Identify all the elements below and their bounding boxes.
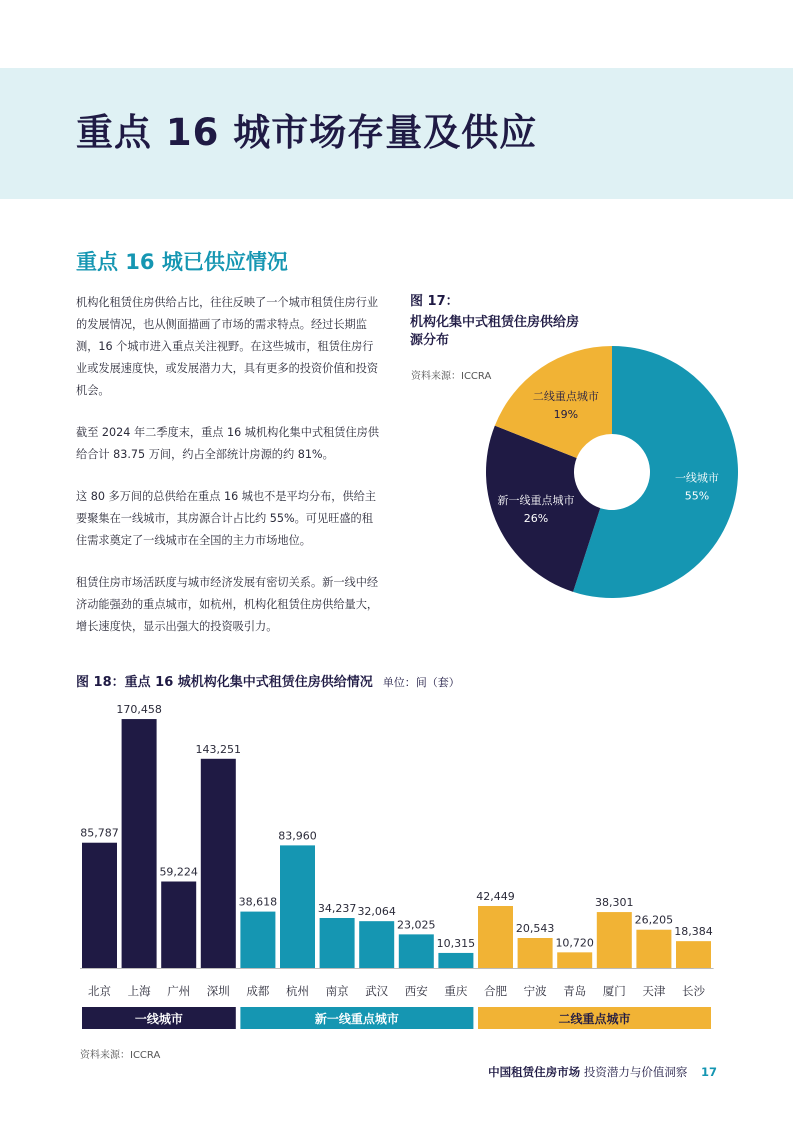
body-text [76,292,382,658]
bar-value-label: 10,720 [555,936,594,950]
page-title: 重点 16 城市场存量及供应 [76,111,538,154]
category-label: 上海 [127,984,151,998]
bar-value-label: 38,618 [238,895,278,909]
category-label: 天津 [642,984,666,998]
fig18-source: 资料来源：ICCRA [80,1050,161,1061]
bar [320,918,355,968]
bar [518,938,553,968]
category-label: 长沙 [682,984,705,998]
fig18-title-text: 图 18：重点 16 城机构化集中式租赁住房供给情况 [76,675,373,690]
bar-value-label: 42,449 [476,890,515,904]
group-label: 新一线重点城市 [314,1012,399,1026]
category-label: 广州 [167,984,191,998]
paragraph: 截至 2024 年二季度末，重点 16 城机构化集中式租赁住房供给合计 83.75 万间，约占全部统计房源的约 81%。 [76,426,380,461]
bar-value-label: 85,787 [80,826,119,840]
group-label: 二线重点城市 [558,1012,631,1026]
category-label: 北京 [88,984,111,998]
fig17-label: 图 17： [410,294,459,309]
category-label: 合肥 [484,984,507,998]
bar [122,719,157,968]
category-label: 成都 [246,984,270,998]
pie-slice-label: 新一线重点城市 [497,493,575,507]
footer-subtitle: 投资潜力与价值洞察 [583,1065,688,1079]
bar-value-label: 18,384 [674,925,713,939]
bar-value-label: 23,025 [397,918,436,932]
bar-value-label: 34,237 [317,901,357,915]
bar [161,882,196,968]
bar [201,759,236,968]
category-label: 西安 [404,984,428,998]
bar [676,941,711,968]
pie-slice-value: 55% [684,489,710,503]
category-label: 厦门 [602,984,626,998]
donut-chart [480,340,744,604]
section-title: 重点 16 城已供应情况 [76,250,288,274]
category-label: 宁波 [523,984,547,998]
category-label: 杭州 [286,984,309,998]
bar-value-label: 170,458 [116,703,162,717]
page-number: 17 [700,1065,717,1079]
bar-value-label: 143,251 [195,742,242,756]
footer-publication: 中国租赁住房市场 [488,1065,581,1079]
pie-slice-value: 19% [553,408,579,422]
category-label: 南京 [325,984,349,998]
pie-slice-value: 26% [523,511,549,525]
footer [488,1064,717,1080]
category-label: 青岛 [563,984,587,998]
bar-value-label: 32,064 [357,905,396,919]
fig18-title [76,671,460,690]
bar-value-label: 59,224 [159,865,198,879]
paragraph: 机构化租赁住房供给占比，往往反映了一个城市租赁住房行业的发展情况，也从侧面描画了市场的需求特点。经过长期监测，16 个城市进入重点关注视野。在这些城市，租赁住房行业或发展速度快，或发展潜力大，具有更多的投资价值和投资机会。 [76,296,379,397]
bar [240,912,275,968]
bar [636,930,671,968]
category-label: 武汉 [365,984,389,998]
category-label: 重庆 [444,984,468,998]
bar-value-label: 26,205 [634,913,674,927]
bar-value-label: 10,315 [436,936,476,950]
bar [597,912,632,968]
bar [399,934,434,968]
paragraph: 租赁住房市场活跃度与城市经济发展有密切关系。新一线中经济动能强劲的重点城市，如杭州，机构化租赁住房供给量大，增长速度快，显示出强大的投资吸引力。 [76,576,379,633]
bar [82,843,117,968]
pie-slice-label: 一线城市 [674,471,719,485]
bar [359,921,394,968]
bar [280,845,315,968]
bar-chart [70,690,720,1035]
bar [438,953,473,968]
bar-value-label: 83,960 [278,829,317,843]
bar [557,952,592,968]
bar-value-label: 20,543 [515,921,555,935]
paragraph: 这 80 多万间的总供给在重点 16 城也不是平均分布，供给主要聚集在一线城市，其房源合计占比约 55%。可见旺盛的租住需求奠定了一线城市在全国的主力市场地位。 [76,490,377,547]
pie-slice-label: 二线重点城市 [532,390,599,404]
fig17-source: 资料来源：ICCRA [411,371,492,382]
fig18-unit: 单位：间（套） [382,676,460,689]
group-label: 一线城市 [134,1012,183,1026]
bar-value-label: 38,301 [595,896,634,910]
category-label: 深圳 [206,984,230,998]
fig17-title: 机构化集中式租赁住房供给房源分布 [410,315,580,348]
bar [478,906,513,968]
